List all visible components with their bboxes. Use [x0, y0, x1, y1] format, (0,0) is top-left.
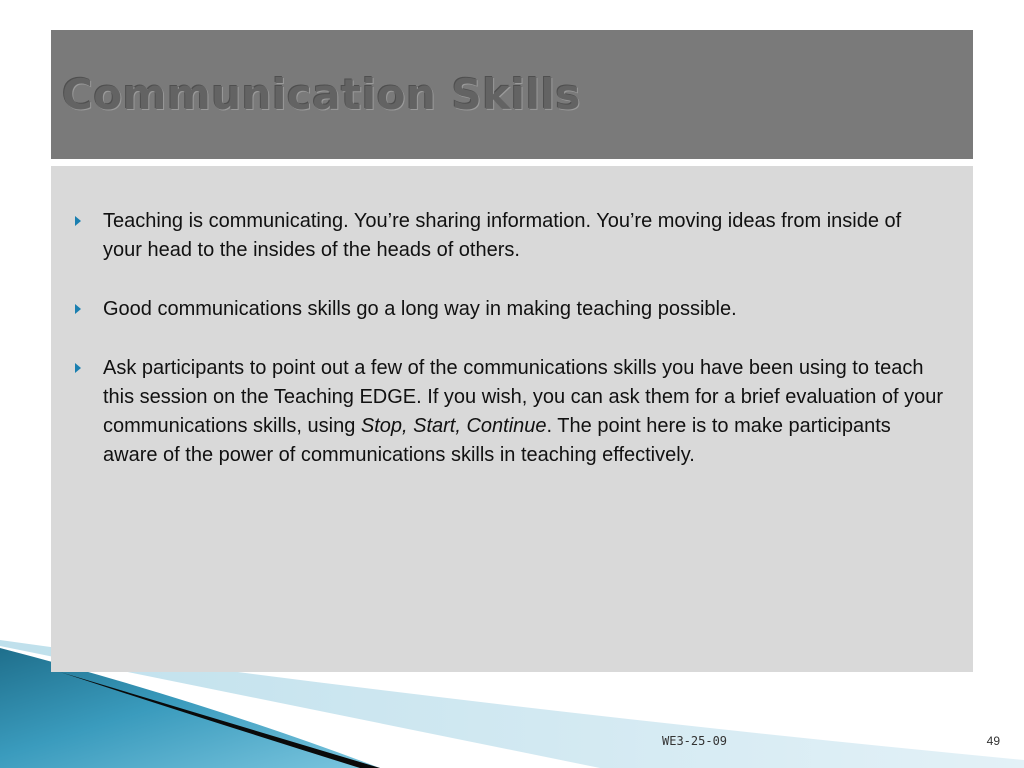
bullet-item	[51, 295, 973, 324]
content-box	[51, 166, 973, 672]
footer-date: WE3-25-09	[662, 734, 728, 748]
bullet-list	[51, 207, 973, 500]
bullet-arrow-icon	[75, 304, 81, 314]
bullet-arrow-icon	[75, 363, 81, 373]
slide-number: 49	[986, 734, 1000, 748]
bullet-text-emphasis: Stop, Start, Continue	[360, 415, 547, 437]
bullet-text: Ask participants to point out a few of the communications skills you have been using to teach this session on the Teaching EDGE. If you wish, you can ask them for a brief evaluation of your communications skills, using	[103, 357, 944, 437]
bullet-arrow-icon	[75, 216, 81, 226]
bullet-item	[51, 354, 973, 470]
slide-title: Communication Skills	[62, 70, 581, 119]
bullet-text: Teaching is communicating. You’re sharing information. You’re moving ideas from inside of your head to the insides of the heads of others.	[103, 210, 902, 261]
bullet-text: . The point here is to make participants aware of the power of communications skills in teaching effectively.	[103, 415, 891, 466]
title-bar	[51, 30, 973, 159]
bullet-text: Good communications skills go a long way in making teaching possible.	[103, 298, 737, 320]
bullet-item	[51, 207, 973, 265]
